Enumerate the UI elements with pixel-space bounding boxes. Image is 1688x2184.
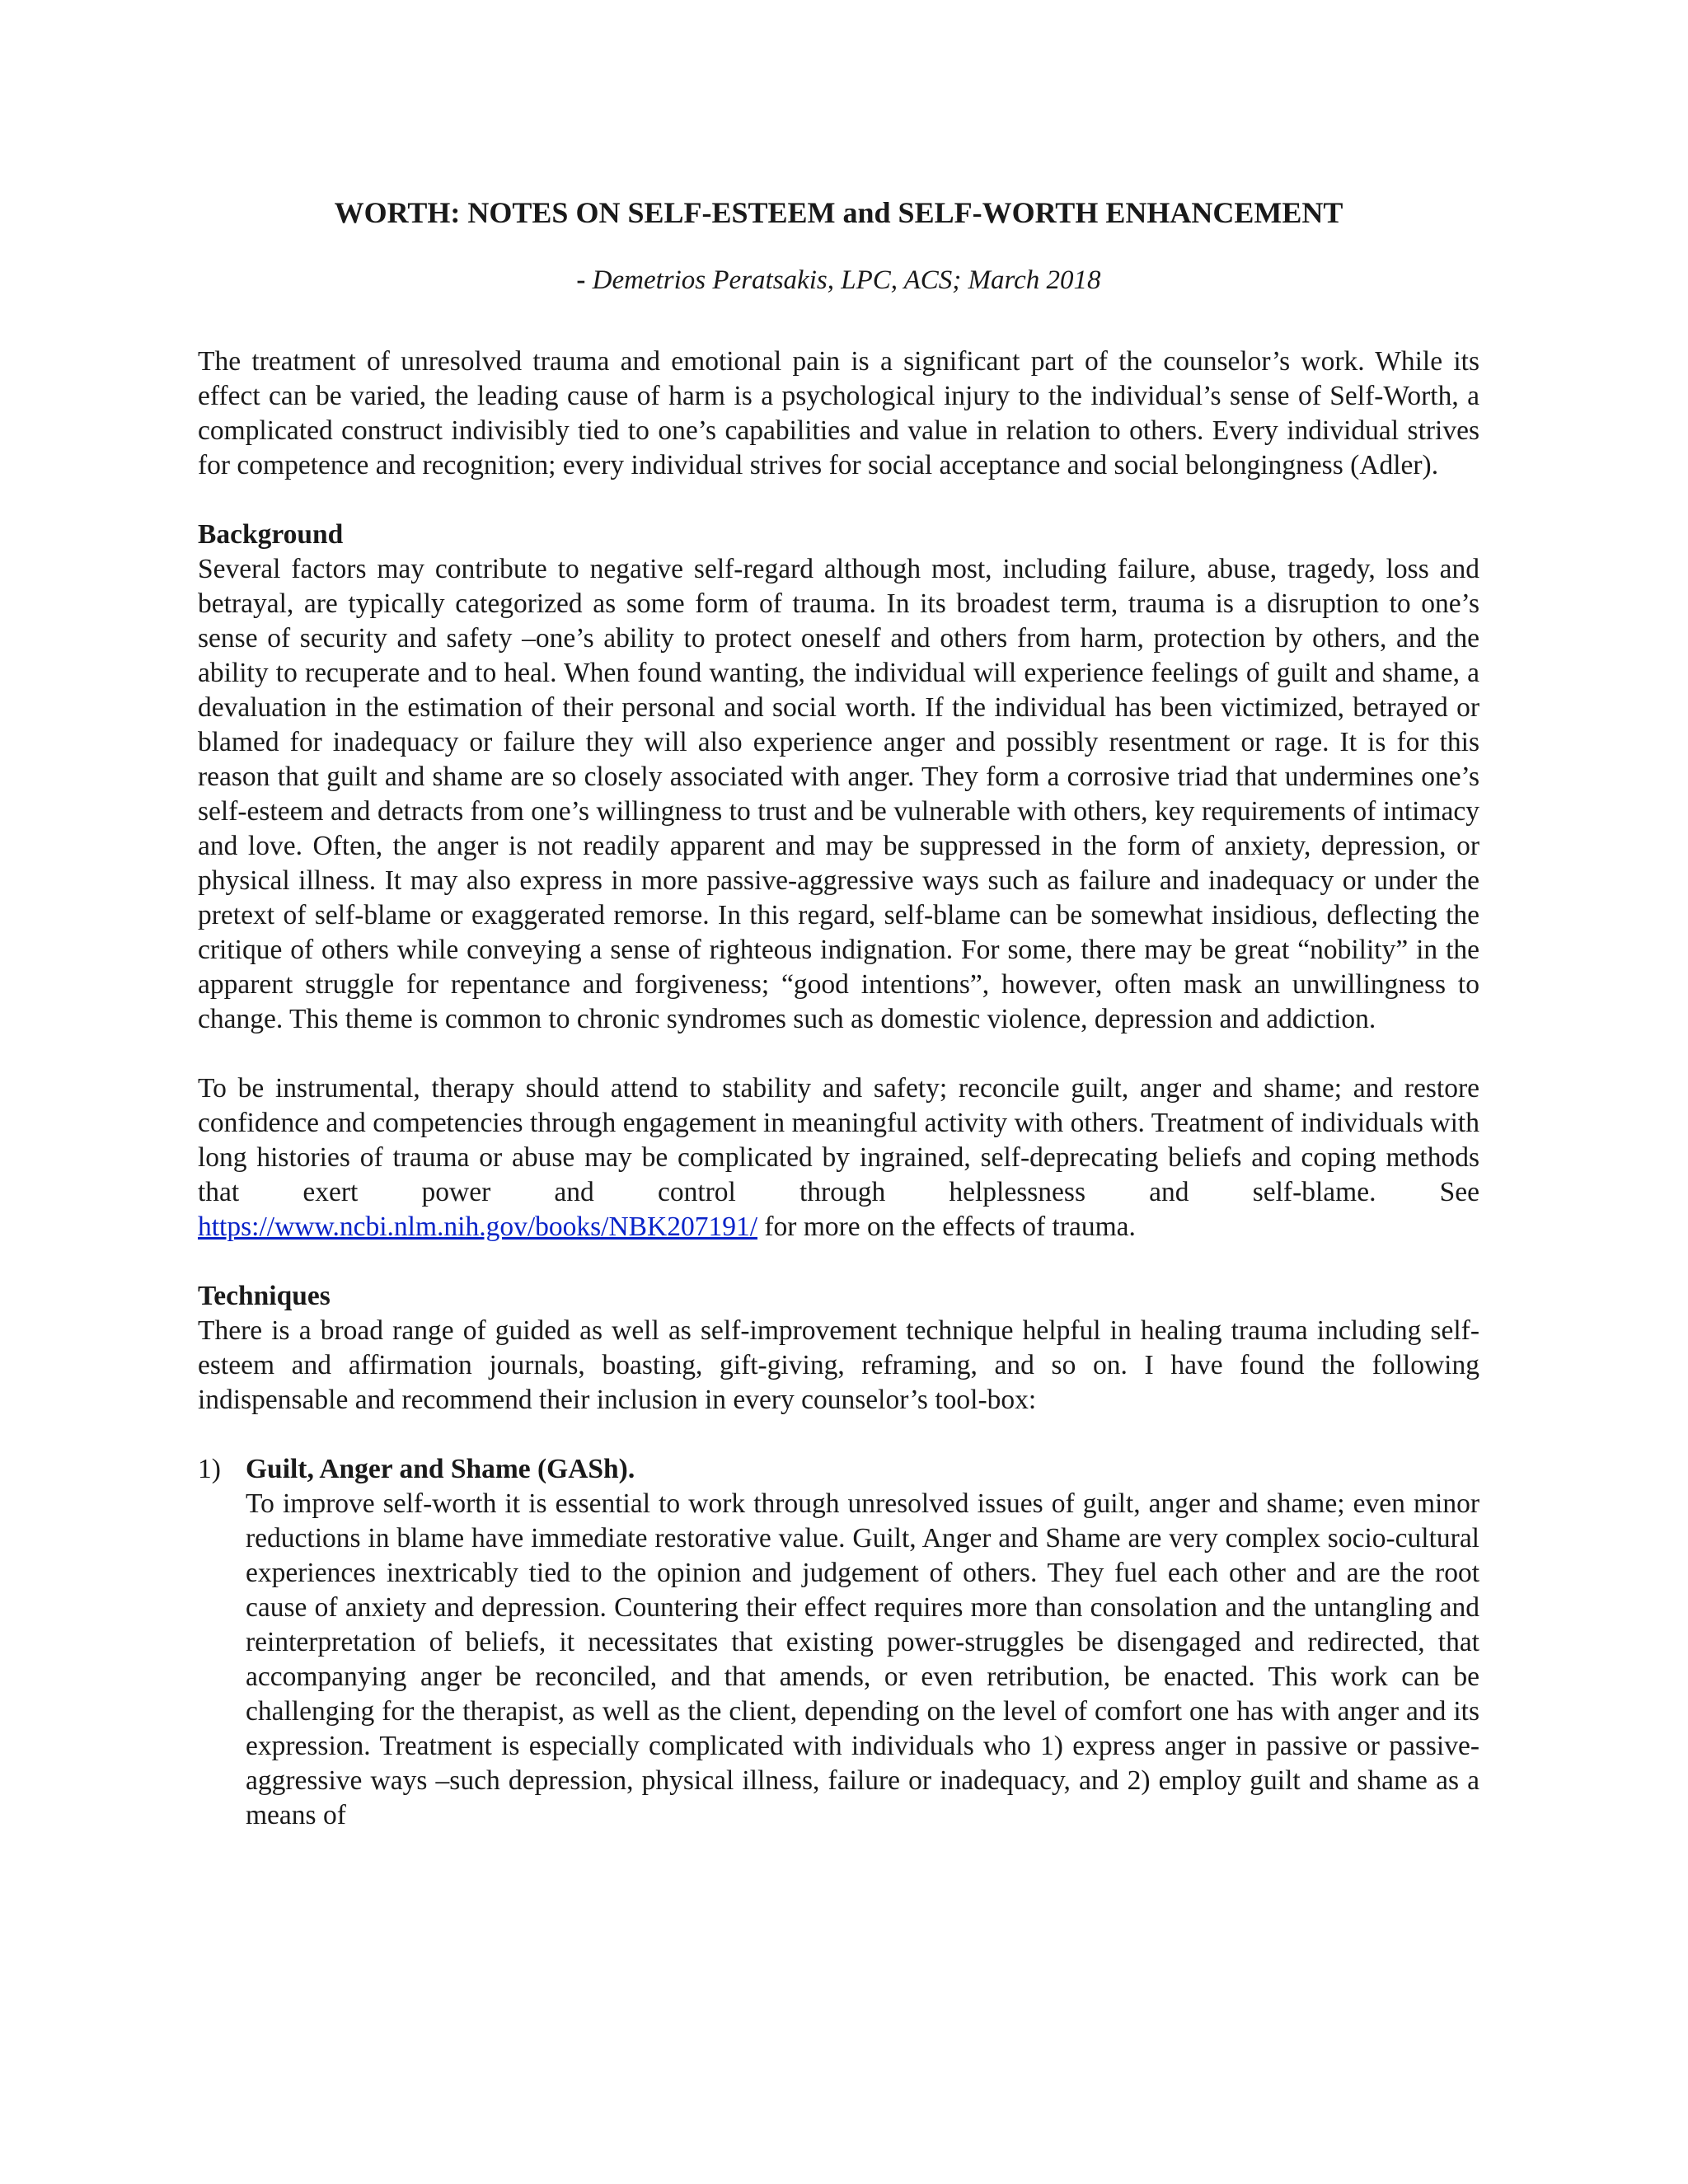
- byline-dash: -: [576, 265, 593, 295]
- byline-author: Demetrios Peratsakis, LPC, ACS; March 2018: [592, 265, 1101, 295]
- technique-item-1-text: To improve self-worth it is essential to work through unresolved issues of guilt, anger and shame; even minor reductions in blame have immediate restorative value. Guilt, Anger and Shame are very complex socio-cultural experiences inextricably tied to the opinion and judgement of others. They fuel each other and are the root cause of anxiety and depression. Countering their effect requires more than consolation and the untangling and reinterpretation of beliefs, it necessitates that existing power-struggles be disengaged and redirected, that accompanying anger be reconciled, and that amends, or even retribution, be enacted. This work can be challenging for the therapist, as well as the client, depending on the level of comfort one has with anger and its expression. Treatment is especially complicated with individuals who 1) express anger in passive or passive-aggressive ways –such depression, physical illness, failure or inadequacy, and 2) employ guilt and shame as a means of: [246, 1488, 1479, 1830]
- technique-item-1: [198, 1452, 1479, 1833]
- document-title: WORTH: NOTES ON SELF-ESTEEM and SELF-WORTH ENHANCEMENT: [334, 196, 1343, 229]
- byline: [198, 262, 1479, 298]
- intro-paragraph: The treatment of unresolved trauma and emotional pain is a significant part of the counselor’s work. While its effect can be varied, the leading cause of harm is a psychological injury to the individual’s sense of Self-Worth, a complicated construct indivisibly tied to one’s capabilities and value in relation to others. Every individual strives for competence and recognition; every individual strives for social acceptance and social belongingness (Adler).: [198, 346, 1479, 480]
- ncbi-trauma-link[interactable]: https://www.ncbi.nlm.nih.gov/books/NBK207191/: [198, 1212, 758, 1242]
- background-paragraph-2-text: To be instrumental, therapy should attend to stability and safety; reconcile guilt, anger and shame; and restore confidence and competencies through engagement in meaningful activity with others. Treatment of individuals with long histories of trauma or abuse may be complicated by ingrained, self-deprecating beliefs and coping methods that exert power and control through helplessness and self-blame. See: [198, 1073, 1479, 1207]
- background-paragraph-2: [198, 1071, 1479, 1244]
- technique-item-1-title: Guilt, Anger and Shame (GASh).: [246, 1454, 635, 1484]
- techniques-intro: There is a broad range of guided as well as self-improvement technique helpful in healing trauma including self-esteem and affirmation journals, boasting, gift-giving, reframing, and so on. I have found the following indispensable and recommend their inclusion in every counselor’s tool-box:: [198, 1315, 1479, 1415]
- background-paragraph-1: Several factors may contribute to negative self-regard although most, including failure, abuse, tragedy, loss and betrayal, are typically categorized as some form of trauma. In its broadest term, trauma is a disruption to one’s sense of security and safety –one’s ability to protect oneself and others from harm, protection by others, and the ability to recuperate and to heal. When found wanting, the individual will experience feelings of guilt and shame, a devaluation in the estimation of their personal and social worth. If the individual has been victimized, betrayed or blamed for inadequacy or failure they will also experience anger and possibly resentment or rage. It is for this reason that guilt and shame are so closely associated with anger. They form a corrosive triad that undermines one’s self-esteem and detracts from one’s willingness to trust and be vulnerable with others, key requirements of intimacy and love. Often, the anger is not readily apparent and may be suppressed in the form of anxiety, depression, or physical illness. It may also express in more passive-aggressive ways such as failure and inadequacy or under the pretext of self-blame or exaggerated remorse. In this regard, self-blame can be somewhat insidious, deflecting the critique of others while conveying a sense of righteous indignation. For some, there may be great “nobility” in the apparent struggle for repentance and forgiveness; “good intentions”, however, often mask an unwillingness to change. This theme is common to chronic syndromes such as domestic violence, depression and addiction.: [198, 554, 1479, 1034]
- techniques-heading: Techniques: [198, 1281, 331, 1311]
- background-paragraph-2-tail: for more on the effects of trauma.: [757, 1212, 1136, 1242]
- background-heading: Background: [198, 519, 344, 550]
- document-page: [198, 194, 1479, 1833]
- technique-item-1-number: 1): [198, 1454, 221, 1484]
